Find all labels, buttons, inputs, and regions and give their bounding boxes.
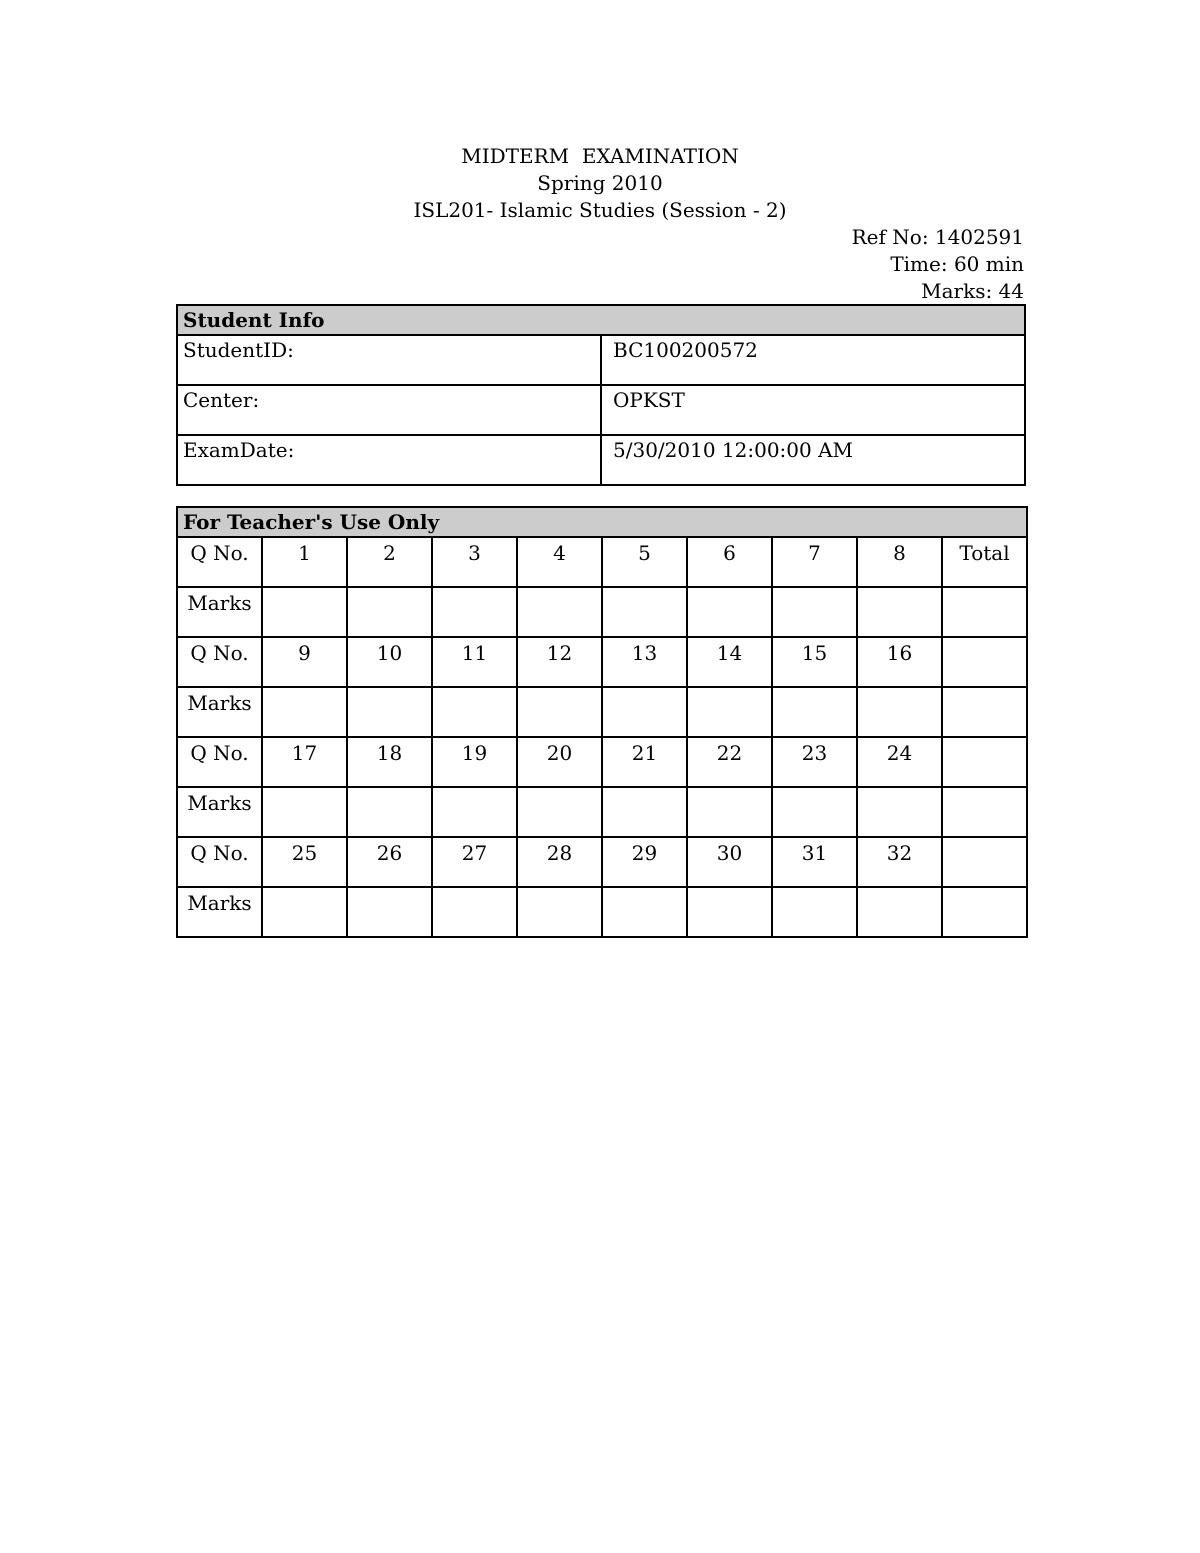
course-title: ISL201- Islamic Studies (Session - 2) [413, 198, 787, 222]
teacher-marks-table [176, 506, 1028, 938]
question-number: 16 [857, 637, 942, 687]
marks-cell [347, 787, 432, 837]
question-number: 14 [687, 637, 772, 687]
exam-title: MIDTERM EXAMINATION [461, 144, 739, 168]
question-number: 18 [347, 737, 432, 787]
student-id-label: StudentID: [177, 335, 601, 385]
teacher-heading: For Teacher's Use Only [177, 507, 1027, 537]
qno-label: Q No. [177, 637, 262, 687]
total-label: Total [942, 537, 1027, 587]
question-number: 8 [857, 537, 942, 587]
question-number: 2 [347, 537, 432, 587]
question-number: 24 [857, 737, 942, 787]
question-number: 26 [347, 837, 432, 887]
marks-cell [857, 687, 942, 737]
question-number: 3 [432, 537, 517, 587]
marks-cell [687, 787, 772, 837]
student-info-row [177, 335, 1025, 385]
total-cell [942, 887, 1027, 937]
marks-cell [857, 787, 942, 837]
marks-row [177, 687, 1027, 737]
marks-cell [432, 687, 517, 737]
exam-header [0, 143, 1200, 224]
exam-date-label: ExamDate: [177, 435, 601, 485]
marks-cell [262, 887, 347, 937]
marks-cell [857, 887, 942, 937]
student-info-heading: Student Info [177, 305, 1025, 335]
marks-cell [517, 787, 602, 837]
marks-cell [347, 687, 432, 737]
question-number: 29 [602, 837, 687, 887]
marks-row [177, 887, 1027, 937]
question-number: 9 [262, 637, 347, 687]
marks-cell [772, 687, 857, 737]
marks-label: Marks [177, 787, 262, 837]
marks-cell [347, 587, 432, 637]
question-number: 17 [262, 737, 347, 787]
qno-row [177, 837, 1027, 887]
question-number: 22 [687, 737, 772, 787]
marks-cell [772, 787, 857, 837]
marks-cell [347, 887, 432, 937]
question-number: 28 [517, 837, 602, 887]
question-number: 19 [432, 737, 517, 787]
marks-cell [262, 687, 347, 737]
question-number: 27 [432, 837, 517, 887]
question-number: 12 [517, 637, 602, 687]
exam-term: Spring 2010 [537, 171, 663, 195]
marks-cell [262, 787, 347, 837]
total-cell [942, 637, 1027, 687]
marks-cell [772, 587, 857, 637]
center-value: OPKST [601, 385, 1025, 435]
marks-cell [262, 587, 347, 637]
question-number: 23 [772, 737, 857, 787]
student-info-table [176, 304, 1026, 486]
qno-label: Q No. [177, 537, 262, 587]
question-number: 32 [857, 837, 942, 887]
center-label: Center: [177, 385, 601, 435]
question-number: 1 [262, 537, 347, 587]
marks-cell [772, 887, 857, 937]
qno-row [177, 637, 1027, 687]
marks-label: Marks [177, 587, 262, 637]
question-number: 21 [602, 737, 687, 787]
student-info-row [177, 435, 1025, 485]
question-number: 20 [517, 737, 602, 787]
marks-label: Marks [177, 887, 262, 937]
marks-cell [687, 887, 772, 937]
qno-label: Q No. [177, 837, 262, 887]
marks-cell [517, 887, 602, 937]
marks-cell [517, 687, 602, 737]
exam-marks: Marks: 44 [921, 279, 1024, 303]
question-number: 4 [517, 537, 602, 587]
total-cell [942, 737, 1027, 787]
marks-cell [602, 687, 687, 737]
question-number: 10 [347, 637, 432, 687]
qno-label: Q No. [177, 737, 262, 787]
marks-cell [857, 587, 942, 637]
marks-cell [432, 587, 517, 637]
marks-cell [517, 587, 602, 637]
marks-row [177, 787, 1027, 837]
marks-cell [602, 887, 687, 937]
total-cell [942, 687, 1027, 737]
marks-row [177, 587, 1027, 637]
student-id-value: BC100200572 [601, 335, 1025, 385]
exam-time: Time: 60 min [890, 252, 1024, 276]
total-cell [942, 787, 1027, 837]
question-number: 31 [772, 837, 857, 887]
marks-label: Marks [177, 687, 262, 737]
question-number: 25 [262, 837, 347, 887]
question-number: 5 [602, 537, 687, 587]
marks-cell [432, 887, 517, 937]
question-number: 6 [687, 537, 772, 587]
student-info-row [177, 385, 1025, 435]
question-number: 15 [772, 637, 857, 687]
total-cell [942, 837, 1027, 887]
ref-number: Ref No: 1402591 [851, 225, 1024, 249]
marks-cell [602, 587, 687, 637]
exam-date-value: 5/30/2010 12:00:00 AM [601, 435, 1025, 485]
qno-row [177, 537, 1027, 587]
marks-cell [687, 687, 772, 737]
question-number: 7 [772, 537, 857, 587]
question-number: 11 [432, 637, 517, 687]
qno-row [177, 737, 1027, 787]
total-cell [942, 587, 1027, 637]
marks-cell [432, 787, 517, 837]
marks-cell [602, 787, 687, 837]
question-number: 30 [687, 837, 772, 887]
question-number: 13 [602, 637, 687, 687]
marks-cell [687, 587, 772, 637]
exam-meta [852, 224, 1024, 305]
